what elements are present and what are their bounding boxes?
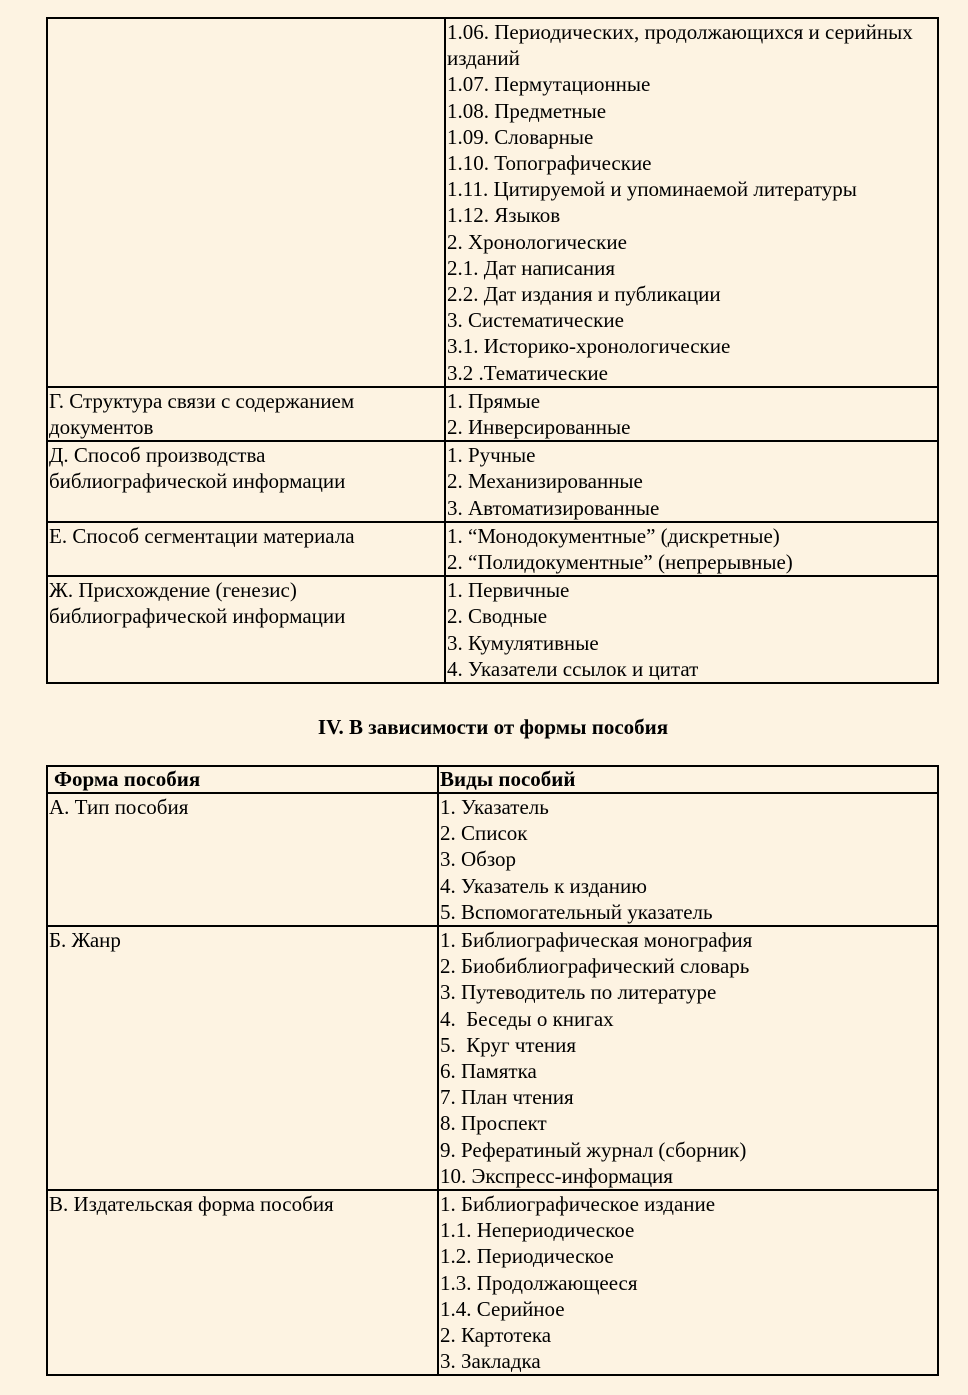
category-cell (47, 387, 445, 441)
list-item: 2. Картотека (440, 1323, 552, 1348)
list-item: 3.1. Историко-хронологические (447, 334, 731, 359)
list-item: 3. Систематические (447, 308, 624, 333)
list-item: 1. Прямые (447, 388, 541, 413)
list-item: 3. Кумулятивные (447, 630, 599, 655)
table-row (47, 522, 938, 576)
items-cell (445, 18, 938, 387)
list-item: 1. Библиографическая монография (440, 928, 753, 953)
classification-table-continued (46, 17, 939, 684)
category-cell (47, 441, 445, 522)
category-cell (47, 522, 445, 576)
category-label: В. Издательская форма пособия (49, 1192, 334, 1217)
section-heading: IV. В зависимости от формы пособия (317, 715, 669, 739)
table-row (47, 1190, 938, 1375)
form-of-aid-table (46, 765, 939, 1376)
list-item: 5. Вспомогательный указатель (440, 899, 713, 924)
table-row (47, 926, 938, 1190)
category-label: Д. Способ производства библиографической информации (49, 443, 346, 494)
items-cell (438, 926, 938, 1190)
items-cell (438, 793, 938, 926)
list-item: 1. Ручные (447, 443, 536, 468)
table-row (47, 793, 938, 926)
list-item: 1.07. Пермутационные (447, 72, 651, 97)
list-item: 2. Биобиблиографический словарь (440, 954, 750, 979)
category-cell (47, 793, 438, 926)
category-label: Ж. Присхождение (генезис) библиографической информации (49, 578, 346, 629)
list-item: 8. Проспект (440, 1111, 547, 1136)
list-item: 5. Круг чтения (440, 1032, 577, 1057)
list-item: 1.06. Периодических, продолжающихся и серийных изданий (447, 20, 913, 71)
category-label: Г. Структура связи с содержанием документов (49, 388, 355, 440)
list-item: 3. Автоматизированные (447, 495, 660, 520)
list-item: 2. Сводные (447, 604, 548, 629)
table-row (47, 441, 938, 522)
list-item: 3. Обзор (440, 847, 517, 872)
header-row (47, 766, 938, 793)
table-body (47, 793, 938, 1375)
list-item: 3. Закладка (440, 1349, 541, 1374)
column-header-form: Форма пособия (47, 766, 438, 793)
list-item: 4. Указатели ссылок и цитат (447, 656, 699, 681)
category-cell (47, 576, 445, 683)
list-item: 10. Экспресс-информация (440, 1163, 673, 1188)
list-item: 2. Список (440, 821, 528, 846)
list-item: 2. Хронологические (447, 229, 627, 254)
list-item: 3. Путеводитель по литературе (440, 980, 717, 1005)
list-item: 9. Рефератиный журнал (сборник) (440, 1137, 747, 1162)
list-item: 1.1. Непериодическое (440, 1218, 635, 1243)
list-item: 7. План чтения (440, 1085, 574, 1110)
table-row (47, 387, 938, 441)
list-item: 2.2. Дат издания и публикации (447, 282, 721, 307)
list-item: 2. Инверсированные (447, 415, 631, 440)
list-item: 1.2. Периодическое (440, 1244, 614, 1269)
list-item: 1. Указатель (440, 795, 549, 819)
list-item: 1.09. Словарные (447, 124, 594, 149)
list-item: 6. Памятка (440, 1059, 537, 1084)
list-item: 1. “Монодокументные” (дискретные) (447, 523, 780, 548)
list-item: 1.3. Продолжающееся (440, 1270, 638, 1295)
category-label: Е. Способ сегментации материала (49, 523, 355, 548)
items-cell (445, 522, 938, 576)
category-label: А. Тип пособия (49, 795, 189, 819)
list-item: 1. Первичные (447, 578, 570, 603)
items-cell (445, 387, 938, 441)
category-cell (47, 18, 445, 387)
items-cell (445, 441, 938, 522)
list-item: 2.1. Дат написания (447, 255, 616, 280)
list-item: 1.08. Предметные (447, 98, 607, 123)
list-item: 1.4. Серийное (440, 1296, 565, 1321)
column-header-types: Виды пособий (438, 766, 938, 793)
list-item: 1.11. Цитируемой и упоминаемой литературы (447, 177, 857, 202)
list-item: 1. Библиографическое издание (440, 1192, 716, 1217)
category-label: Б. Жанр (49, 928, 121, 953)
items-cell (445, 576, 938, 683)
category-cell (47, 926, 438, 1190)
table-row (47, 576, 938, 683)
list-item: 2. “Полидокументные” (непрерывные) (447, 550, 793, 575)
category-cell (47, 1190, 438, 1375)
list-item: 4. Указатель к изданию (440, 873, 647, 898)
list-item: 4. Беседы о книгах (440, 1006, 614, 1031)
list-item: 1.12. Языков (447, 203, 561, 228)
list-item: 1.10. Топографические (447, 151, 652, 176)
items-cell (438, 1190, 938, 1375)
list-item: 3.2 .Тематические (447, 360, 608, 385)
table-body (47, 18, 938, 683)
list-item: 2. Механизированные (447, 469, 643, 494)
table-row (47, 18, 938, 387)
